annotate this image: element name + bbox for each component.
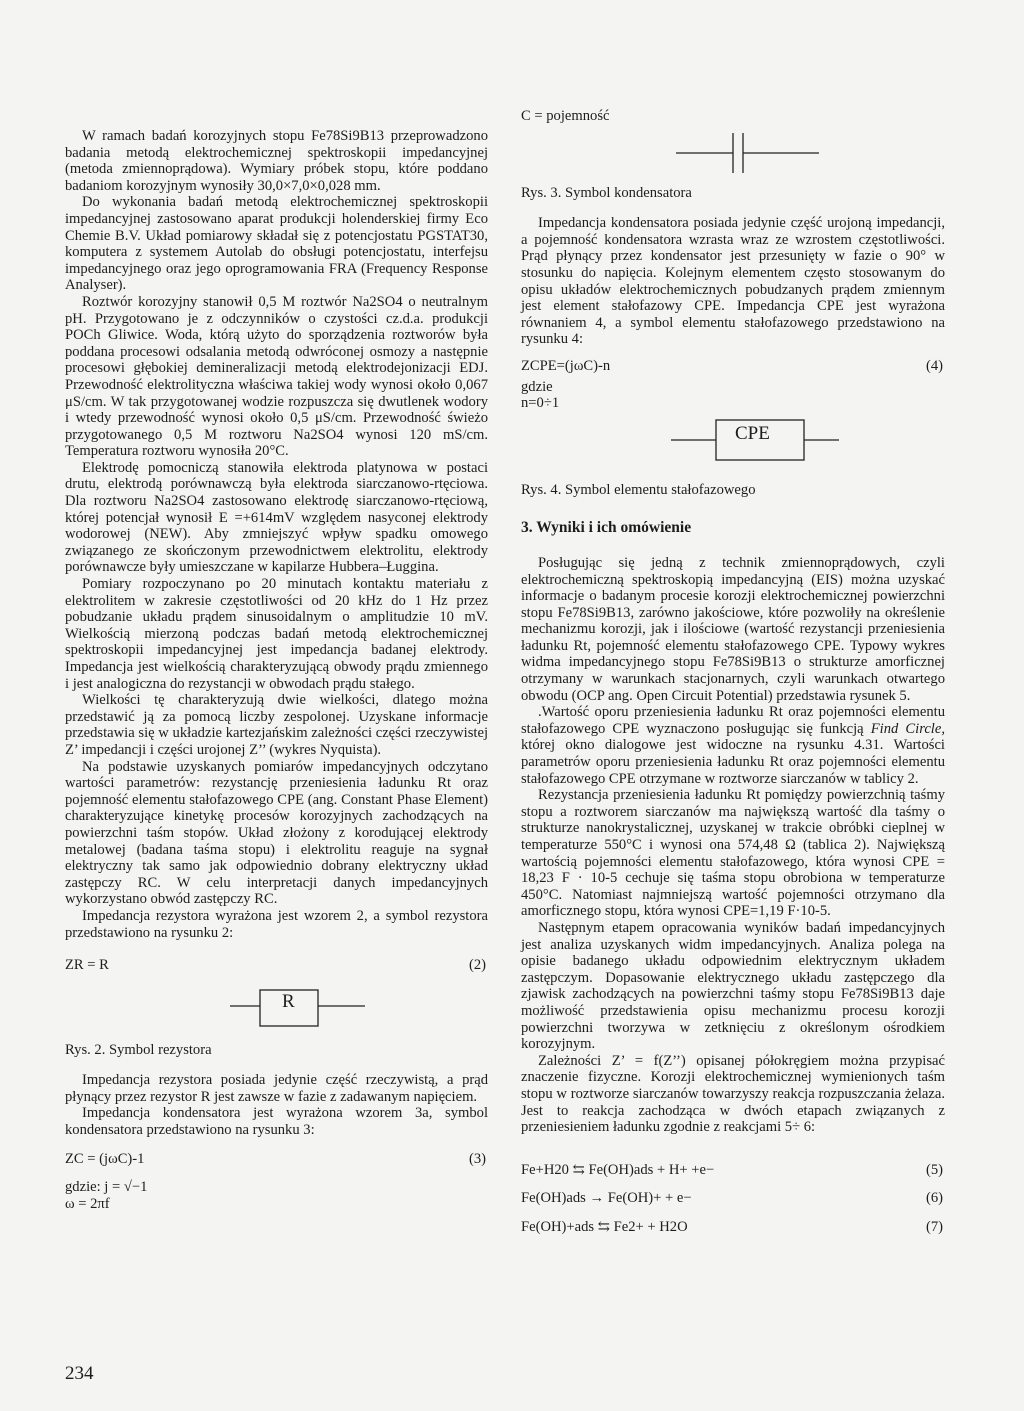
page-number: 234 bbox=[65, 1363, 94, 1384]
right-column bbox=[521, 108, 945, 1247]
equation-text: Fe(OH)ads → Fe(OH)+ + e− bbox=[521, 1190, 692, 1207]
paragraph: Następnym etapem opracowania wyników badań impedancyjnych jest analiza uzyskanych widm impedancyjnych. Analiza polega na opisie badanego układu odpowiednim elektrycznym układem zastępczym. Dopasowanie elektrycznego układu zastępczego dla zjawisk zachodzących na powierzchni taśmy stopu Fe78Si9B13 daje możliwość przedstawienia opisu mechanizmu procesu korozji powierzchni tworzywa w zetknięciu z określonym ośrodkiem korozyjnym. bbox=[521, 919, 945, 1053]
paragraph: Roztwór korozyjny stanowił 0,5 M roztwór Na2SO4 o neutralnym pH. Przygotowano je z odczynników o czystości cz.d.a. produkcji POCh Gliwice. Woda, którą użyto do sporządzenia roztworów była poddana procesowi odsalania metodą odwróconej osmozy a następnie procesowi głębokiej demineralizacji metodą elektrodejonizacji EDJ. Przewodność elektrolityczna właściwa takiej wody wynosi około 0,067 μS/cm. W tak przygotowanej wodzie rozpuszcza się dwutlenek wodory i wtedy przewodność wynosi około 0,5 μS/cm. Przewodność świeżo przygotowanego 0,5 M roztworu Na2SO4 wynosi 120 mS/cm. Temperatura roztworu wynosiła 20°C. bbox=[65, 293, 488, 460]
left-column bbox=[65, 128, 488, 1212]
paragraph-text: .Wartość oporu przeniesienia ładunku Rt oraz pojemności elementu stałofazowego CPE wyznaczono posługując się funkcją bbox=[521, 704, 945, 737]
paragraph: Pomiary rozpoczynano po 20 minutach kontaktu materiału z elektrolitem w zakresie częstotliwości od 20 kHz do 1 Hz przez pobudzanie układu prądem sinusoidalnym o amplitudzie 10 mV. Wielkością mierzoną podczas badań metodą elektrochemicznej spektroskopii impedancyjnej jest impedancja badanej elektrody. Impedancja jest wielkością charakteryzującą obwody prądu zmiennego i jest analogiczna do rezystancji w obwodach prądu stałego. bbox=[65, 576, 488, 692]
equation-text: ZR = R bbox=[65, 957, 109, 974]
equation-number: (2) bbox=[468, 957, 486, 974]
paragraph: Impedancja kondensatora posiada jedynie część urojoną impedancji, a pojemność kondensatora wzrasta wraz ze wzrostem częstotliwości. Prąd płynący przez kondensator jest przesunięty w fazie o 90° w stosunku do napięcia. Kolejnym elementem często stosowanym do opisu układów elektrochemicznych pobudzanych prądem zmiennym jest element stałofazowy CPE. Impedancja CPE jest wyrażona równaniem 4, a symbol elementu stałofazowego przedstawiono na rysunku 4: bbox=[521, 215, 945, 348]
equation-2 bbox=[65, 957, 488, 974]
definition-j: gdzie: j = √−1 bbox=[65, 1179, 148, 1196]
equation-text: Fe(OH)+ads ⇆ Fe2+ + H2O bbox=[521, 1218, 688, 1235]
equation-text: ZCPE=(jωC)-n bbox=[521, 357, 611, 374]
resistor-figure bbox=[65, 986, 488, 1038]
paragraph: W ramach badań korozyjnych stopu Fe78Si9B13 przeprowadzono badania metodą elektrochemicznej spektroskopii impedancyjnej (metoda zmiennoprądowa). Wymiary próbek stopu, które poddano badaniom korozyjnym wynosiły 30,0×7,0×0,028 mm. bbox=[65, 128, 488, 194]
capacitor-figure bbox=[521, 125, 945, 181]
paragraph: Do wykonania badań metodą elektrochemicznej spektroskopii impedancyjnej zastosowano aparat produkcji holenderskiej firmy Eco Chemie B.V. Układ pomiarowy składał się z potencjostatu PGSTAT30, komputera z systemem Autolab do obsługi potencjostatu, interfejsu impedancyjnego oraz jego oprogramowania FRA (Frequency Response Analyser). bbox=[65, 194, 488, 294]
cpe-symbol-icon bbox=[521, 416, 945, 478]
paragraph: Elektrodę pomocniczą stanowiła elektroda platynowa w postaci drutu, elektrodą porównawczą była elektroda siarczanowo-rtęciowa. Dla roztworu Na2SO4 zastosowano elektrodę siarczanowo-rtęciową, której potencjał wynosił E =+614mV względem nasyconej elektrody wodorowej (NEW). Aby zmniejszyć wpływ spadku omowego związanego ze skończonym przewodnictwem elektrolitu, elektrody porównawcze były umieszczane w kapilarze Hubbera–Ługgina. bbox=[65, 459, 488, 576]
paragraph: Wielkości tę charakteryzują dwie wielkości, dlatego można przedstawić ją za pomocą liczby zespolonej. Uzyskane informacje przedstawia się w układzie kartezjańskim zależności części rzeczywistej Z’ impedancji i części urojonej Z’’ (wykres Nyquista). bbox=[65, 692, 488, 758]
paragraph: Na podstawie uzyskanych pomiarów impedancyjnych odczytano wartości parametrów: rezystancję przeniesienia ładunku Rt oraz pojemność elementu stałofazowego CPE (ang. Constant Phase Element) charakteryzujące kinetykę procesów korozyjnych zachodzących na powierzchni taśm stopów. Układ złożony z korodującej elektrody metalowej (badana taśma stopu) i elektrolitu reaguje na sygnał elektryczny tak samo jak odpowiednio dobrany elektryczny układ zastępczy RC. W celu interpretacji danych impedancyjnych wykorzystano obwód zastępczy RC. bbox=[65, 758, 488, 908]
figure-caption: Rys. 3. Symbol kondensatora bbox=[521, 184, 692, 201]
function-name: Find Circle, bbox=[870, 720, 945, 737]
paragraph: Posługując się jedną z technik zmiennoprądowych, czyli elektrochemiczną spektroskopią impedancyjną (EIS) można uzyskać informacje o badanym procesie korozji elektrochemicznej powierzchni stopu Fe78Si9B13, zarówno jakościowe, które pozwoliły na określenie mechanizmu korozji, jak i ilościowe (wartość rezystancji przeniesienia ładunku Rt, pojemność elementu stałofazowego CPE. Typowy wykres widma impedancyjnego stopu Fe78Si9B13 o strukturze amorficznej otrzymany w warunkach stacjonarnych, czyli warunkach otwartego obwodu (OCP ang. Open Circuit Potential) przedstawia rysunek 5. bbox=[521, 554, 945, 704]
section-heading: 3. Wyniki i ich omówienie bbox=[521, 519, 692, 537]
resistor-label: R bbox=[282, 990, 295, 1012]
equation-number: (6) bbox=[925, 1190, 943, 1207]
equation-4 bbox=[521, 358, 945, 375]
paragraph bbox=[521, 704, 945, 787]
paragraph: Impedancja rezystora wyrażona jest wzorem 2, a symbol rezystora przedstawiono na rysunku 2: bbox=[65, 907, 488, 941]
capacitance-definition: C = pojemność bbox=[521, 108, 610, 124]
equation-3 bbox=[65, 1151, 488, 1168]
paragraph: Impedancja rezystora posiada jedynie część rzeczywistą, a prąd płynący przez rezystor R jest zawsze w fazie z zadawanym napięciem. bbox=[65, 1072, 488, 1105]
figure-caption: Rys. 4. Symbol elementu stałofazowego bbox=[521, 481, 756, 498]
paragraph: Impedancja kondensatora jest wyrażona wzorem 3a, symbol kondensatora przedstawiono na rysunku 3: bbox=[65, 1105, 488, 1139]
resistor-symbol-icon bbox=[65, 986, 488, 1038]
equation-number: (5) bbox=[925, 1161, 943, 1178]
capacitor-symbol-icon bbox=[521, 125, 945, 181]
paragraph: Zależności Z’ = f(Z’’) opisanej półokręgiem można przypisać znaczenie fizyczne. Korozji elektrochemicznej wymienionych taśm stopu w roztworze siarczanów towarzyszy reakcja rozpuszczania żelaza. Jest to reakcja zachodząca w dwóch etapach związanych z przeniesieniem ładunku zgodnie z reakcjami 5÷ 6: bbox=[521, 1052, 945, 1136]
cpe-figure bbox=[521, 416, 945, 478]
equation-text: Fe+H20 ⇆ Fe(OH)ads + H+ +e− bbox=[521, 1161, 715, 1178]
paragraph: Rezystancja przeniesienia ładunku Rt pomiędzy powierzchnią taśmy stopu a roztworem siarczanów ma największą wartość dla taśmy o strukturze nanokrystalicznej, uzyskanej w trakcie obróbki cieplnej w temperaturze 550°C i wynosi ona 574,48 Ω (tablica 2). Największą wartością pojemności elementu stałofazowego, która wynosi CPE = 18,23 F · 10-5 cechuje się taśma stopu obrobiona w temperaturze 450°C. Natomiast najmniejszą wartość pojemności otrzymano dla amorficznego stopu, która wynosi CPE=1,19 F·10-5. bbox=[521, 787, 945, 920]
definition-n: n=0÷1 bbox=[521, 395, 560, 412]
figure-caption: Rys. 2. Symbol rezystora bbox=[65, 1041, 212, 1058]
equation-number: (7) bbox=[925, 1218, 943, 1235]
equation-6 bbox=[521, 1190, 945, 1207]
equation-number: (3) bbox=[468, 1150, 486, 1167]
equation-7 bbox=[521, 1219, 945, 1236]
definition-omega: ω = 2πf bbox=[65, 1195, 110, 1212]
paragraph-text: której okno dialogowe jest widoczne na rysunku 4.31. Wartości parametrów oporu przeniesienia ładunku Rt oraz pojemności elementu stałofazowego CPE otrzymane w roztworze siarczanów w tablicy 2. bbox=[521, 737, 945, 787]
equation-text: ZC = (jωC)-1 bbox=[65, 1150, 145, 1167]
definition-label: gdzie bbox=[521, 378, 553, 395]
equation-5 bbox=[521, 1162, 945, 1179]
equation-number: (4) bbox=[925, 357, 943, 374]
cpe-label: CPE bbox=[735, 422, 770, 444]
